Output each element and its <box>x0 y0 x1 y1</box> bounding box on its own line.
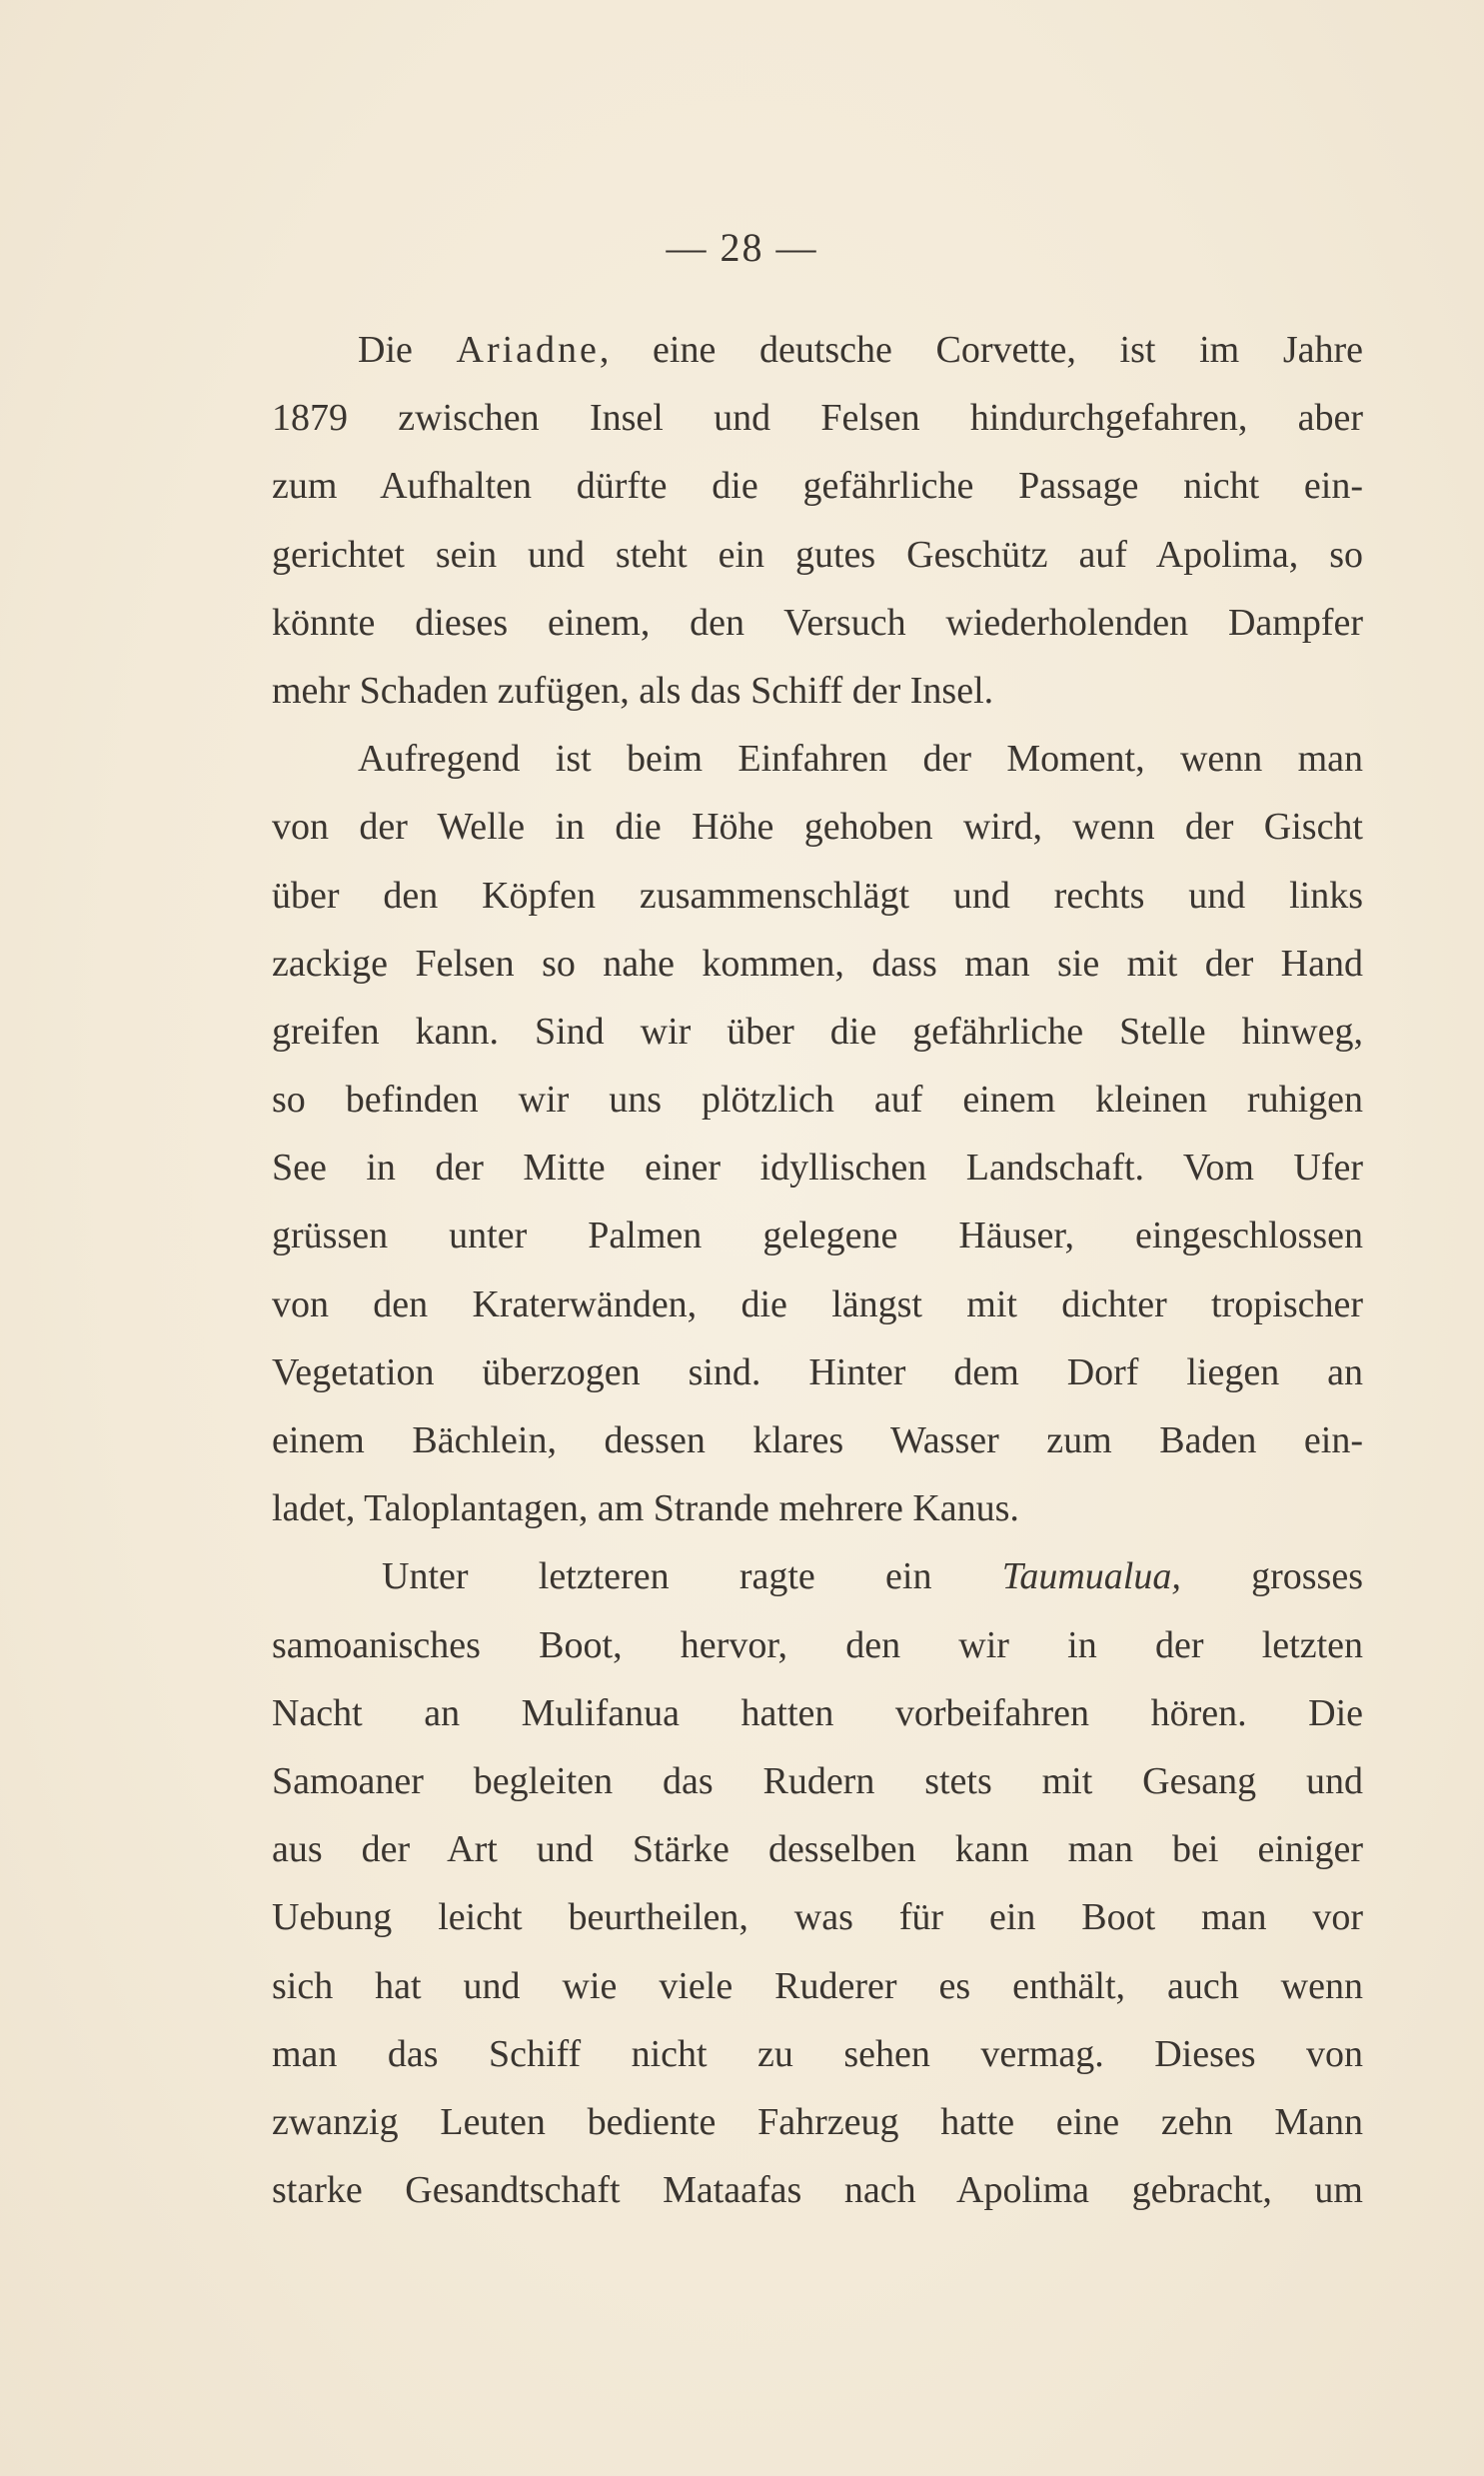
text-line <box>272 1747 1363 1815</box>
text-run: grosses <box>1180 1555 1363 1598</box>
text-line <box>272 1815 1363 1883</box>
text-run: zum Aufhalten dürfte die gefährliche Passage nicht ein- <box>272 465 1363 508</box>
text-line <box>272 1474 1363 1542</box>
text-run: zackige Felsen so nahe kommen, dass man sie mit der Hand <box>272 942 1363 985</box>
text-run: zwanzig Leuten bediente Fahrzeug hatte eine zehn Mann <box>272 2100 1363 2143</box>
text-run: könnte dieses einem, den Versuch wiederholenden Dampfer <box>272 601 1363 644</box>
text-run: von der Welle in die Höhe gehoben wird, wenn der Gischt <box>272 806 1363 849</box>
text-line <box>272 793 1363 861</box>
text-run: greifen kann. Sind wir über die gefährliche Stelle hinweg, <box>272 1010 1363 1053</box>
text-line <box>272 2088 1363 2156</box>
text-run: See in der Mitte einer idyllischen Landschaft. Vom Ufer <box>272 1147 1363 1190</box>
text-run: über den Köpfen zusammenschlägt und rechts und links <box>272 874 1363 917</box>
text-run: sich hat und wie viele Ruderer es enthält, auch wenn <box>272 1964 1363 2007</box>
text-run: mehr Schaden zufügen, als das Schiff der Insel. <box>272 669 994 712</box>
text-run: Vegetation überzogen sind. Hinter dem Dorf liegen an <box>272 1350 1363 1393</box>
text-line <box>272 1542 1363 1610</box>
text-line <box>272 998 1363 1066</box>
text-line <box>272 1270 1363 1338</box>
text-run: grüssen unter Palmen gelegene Häuser, eingeschlossen <box>272 1215 1363 1257</box>
text-line <box>272 1679 1363 1747</box>
text-line <box>272 521 1363 589</box>
text-run: gerichtet sein und steht ein gutes Geschütz auf Apolima, so <box>272 533 1363 576</box>
text-line <box>272 862 1363 930</box>
spaced-text: Ariadne <box>456 329 600 371</box>
text-run: so befinden wir uns plötzlich auf einem kleinen ruhigen <box>272 1079 1363 1122</box>
text-line <box>272 1134 1363 1202</box>
text-run: Uebung leicht beurtheilen, was für ein Boot man vor <box>272 1896 1363 1939</box>
text-run: Samoaner begleiten das Rudern stets mit Gesang und <box>272 1759 1363 1802</box>
paragraph <box>272 316 1363 725</box>
text-run: von den Kraterwänden, die längst mit dichter tropischer <box>272 1282 1363 1325</box>
text-line <box>272 2020 1363 2088</box>
paragraph <box>272 725 1363 1542</box>
text-line <box>272 1952 1363 2020</box>
text-line <box>272 1883 1363 1951</box>
text-run: aus der Art und Stärke desselben kann man bei einiger <box>272 1828 1363 1871</box>
text-line <box>272 2156 1363 2224</box>
italic-text: Taumualua, <box>1001 1555 1181 1598</box>
text-line <box>272 589 1363 657</box>
text-run: Nacht an Mulifanua hatten vorbeifahren hören. Die <box>272 1691 1363 1734</box>
text-run: samoanisches Boot, hervor, den wir in der letzten <box>272 1623 1363 1666</box>
text-line <box>272 1611 1363 1679</box>
text-run: Unter letzteren ragte ein <box>382 1555 1002 1598</box>
text-line <box>272 725 1363 793</box>
text-run: , eine deutsche Corvette, ist im Jahre <box>599 329 1363 371</box>
text-line <box>272 1338 1363 1406</box>
text-run: man das Schiff nicht zu sehen vermag. Dieses von <box>272 2032 1363 2075</box>
text-run: starke Gesandtschaft Mataafas nach Apolima gebracht, um <box>272 2169 1363 2212</box>
text-run: Die <box>358 329 457 371</box>
text-line <box>272 452 1363 520</box>
text-line <box>272 1406 1363 1474</box>
text-run: Aufregend ist beim Einfahren der Moment, wenn man <box>358 738 1363 781</box>
text-line <box>272 657 1363 725</box>
text-run: ladet, Taloplantagen, am Strande mehrere Kanus. <box>272 1487 1019 1530</box>
text-line <box>272 316 1363 384</box>
page-number: — 28 — <box>666 225 818 270</box>
body-text <box>272 316 1363 2224</box>
text-line <box>272 1202 1363 1269</box>
text-line <box>272 384 1363 452</box>
text-run: 1879 zwischen Insel und Felsen hindurchgefahren, aber <box>272 397 1363 440</box>
text-line <box>272 930 1363 998</box>
paragraph <box>272 1542 1363 2224</box>
text-line <box>272 1066 1363 1134</box>
text-run: einem Bächlein, dessen klares Wasser zum Baden ein- <box>272 1419 1363 1461</box>
